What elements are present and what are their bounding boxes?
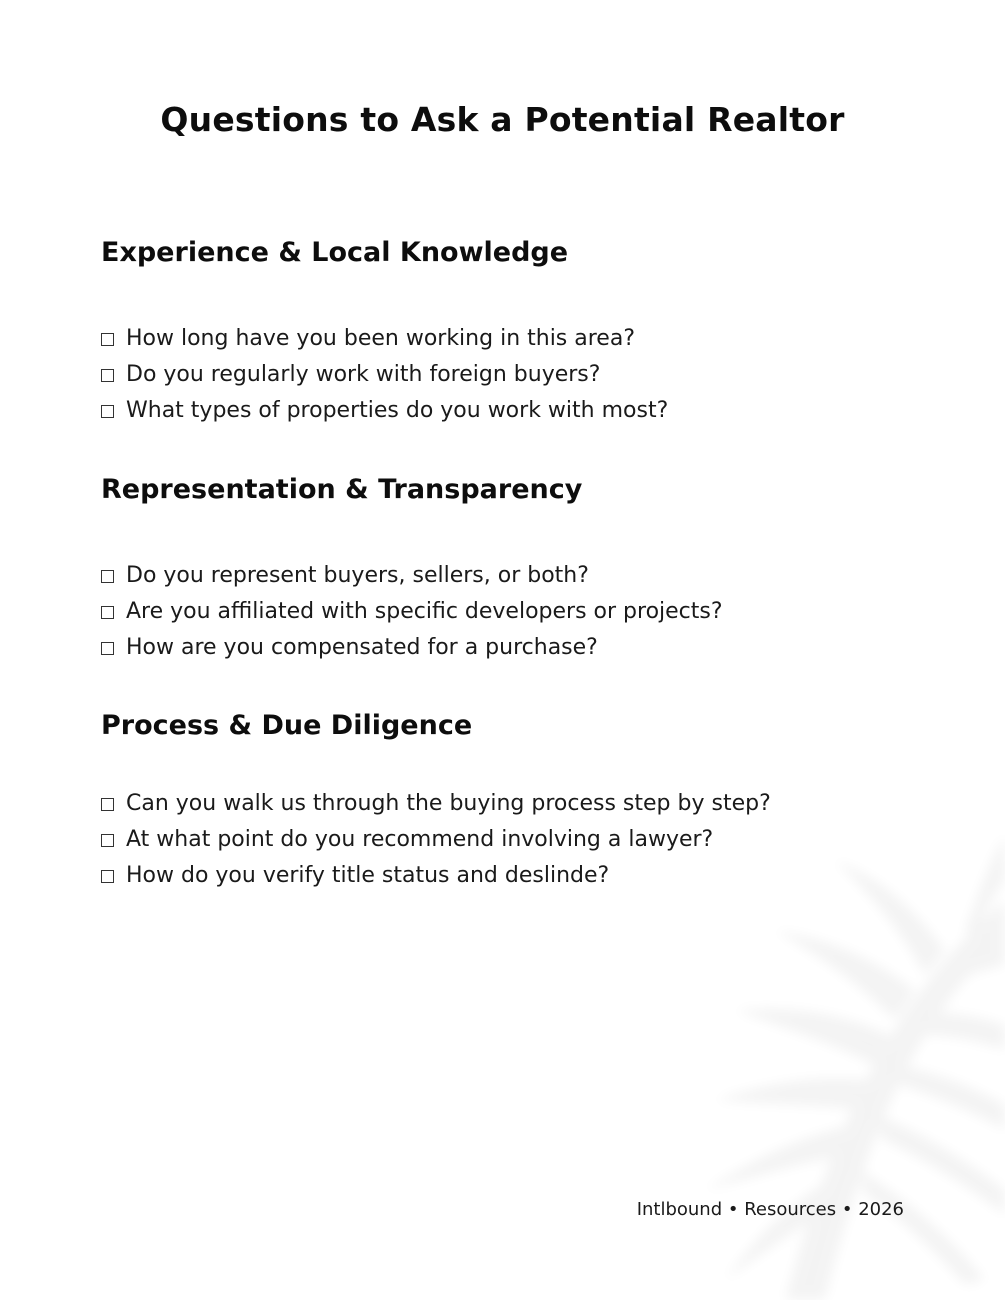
- section-heading-process: Process & Due Diligence: [101, 710, 473, 741]
- list-item: [101, 357, 668, 393]
- checklist-process: [101, 786, 771, 894]
- checklist-representation: [101, 558, 723, 666]
- list-item: [101, 822, 771, 858]
- checkbox-icon[interactable]: [101, 369, 114, 382]
- checkbox-icon[interactable]: [101, 405, 114, 418]
- list-item: [101, 786, 771, 822]
- list-item: [101, 858, 771, 894]
- section-heading-experience: Experience & Local Knowledge: [101, 237, 569, 268]
- list-item-text: How long have you been working in this area?: [126, 326, 635, 351]
- list-item: [101, 393, 668, 429]
- list-item-text: At what point do you recommend involving a lawyer?: [126, 827, 714, 852]
- list-item-text: What types of properties do you work with most?: [126, 398, 669, 423]
- footer-text: Intlbound • Resources • 2026: [636, 1199, 904, 1220]
- list-item: [101, 594, 723, 630]
- list-item-text: Do you represent buyers, sellers, or both?: [126, 563, 589, 588]
- section-heading-representation: Representation & Transparency: [101, 474, 583, 505]
- checkbox-icon[interactable]: [101, 606, 114, 619]
- list-item: [101, 558, 723, 594]
- list-item: [101, 630, 723, 666]
- checkbox-icon[interactable]: [101, 834, 114, 847]
- list-item-text: How are you compensated for a purchase?: [126, 635, 598, 660]
- list-item: [101, 321, 668, 357]
- page-title: Questions to Ask a Potential Realtor: [160, 100, 845, 139]
- checkbox-icon[interactable]: [101, 570, 114, 583]
- checkbox-icon[interactable]: [101, 798, 114, 811]
- list-item-text: Do you regularly work with foreign buyers?: [126, 362, 601, 387]
- checkbox-icon[interactable]: [101, 642, 114, 655]
- checkbox-icon[interactable]: [101, 333, 114, 346]
- checklist-experience: [101, 321, 668, 429]
- list-item-text: Can you walk us through the buying process step by step?: [126, 791, 771, 816]
- checkbox-icon[interactable]: [101, 870, 114, 883]
- list-item-text: How do you verify title status and deslinde?: [126, 863, 610, 888]
- list-item-text: Are you affiliated with specific developers or projects?: [126, 599, 723, 624]
